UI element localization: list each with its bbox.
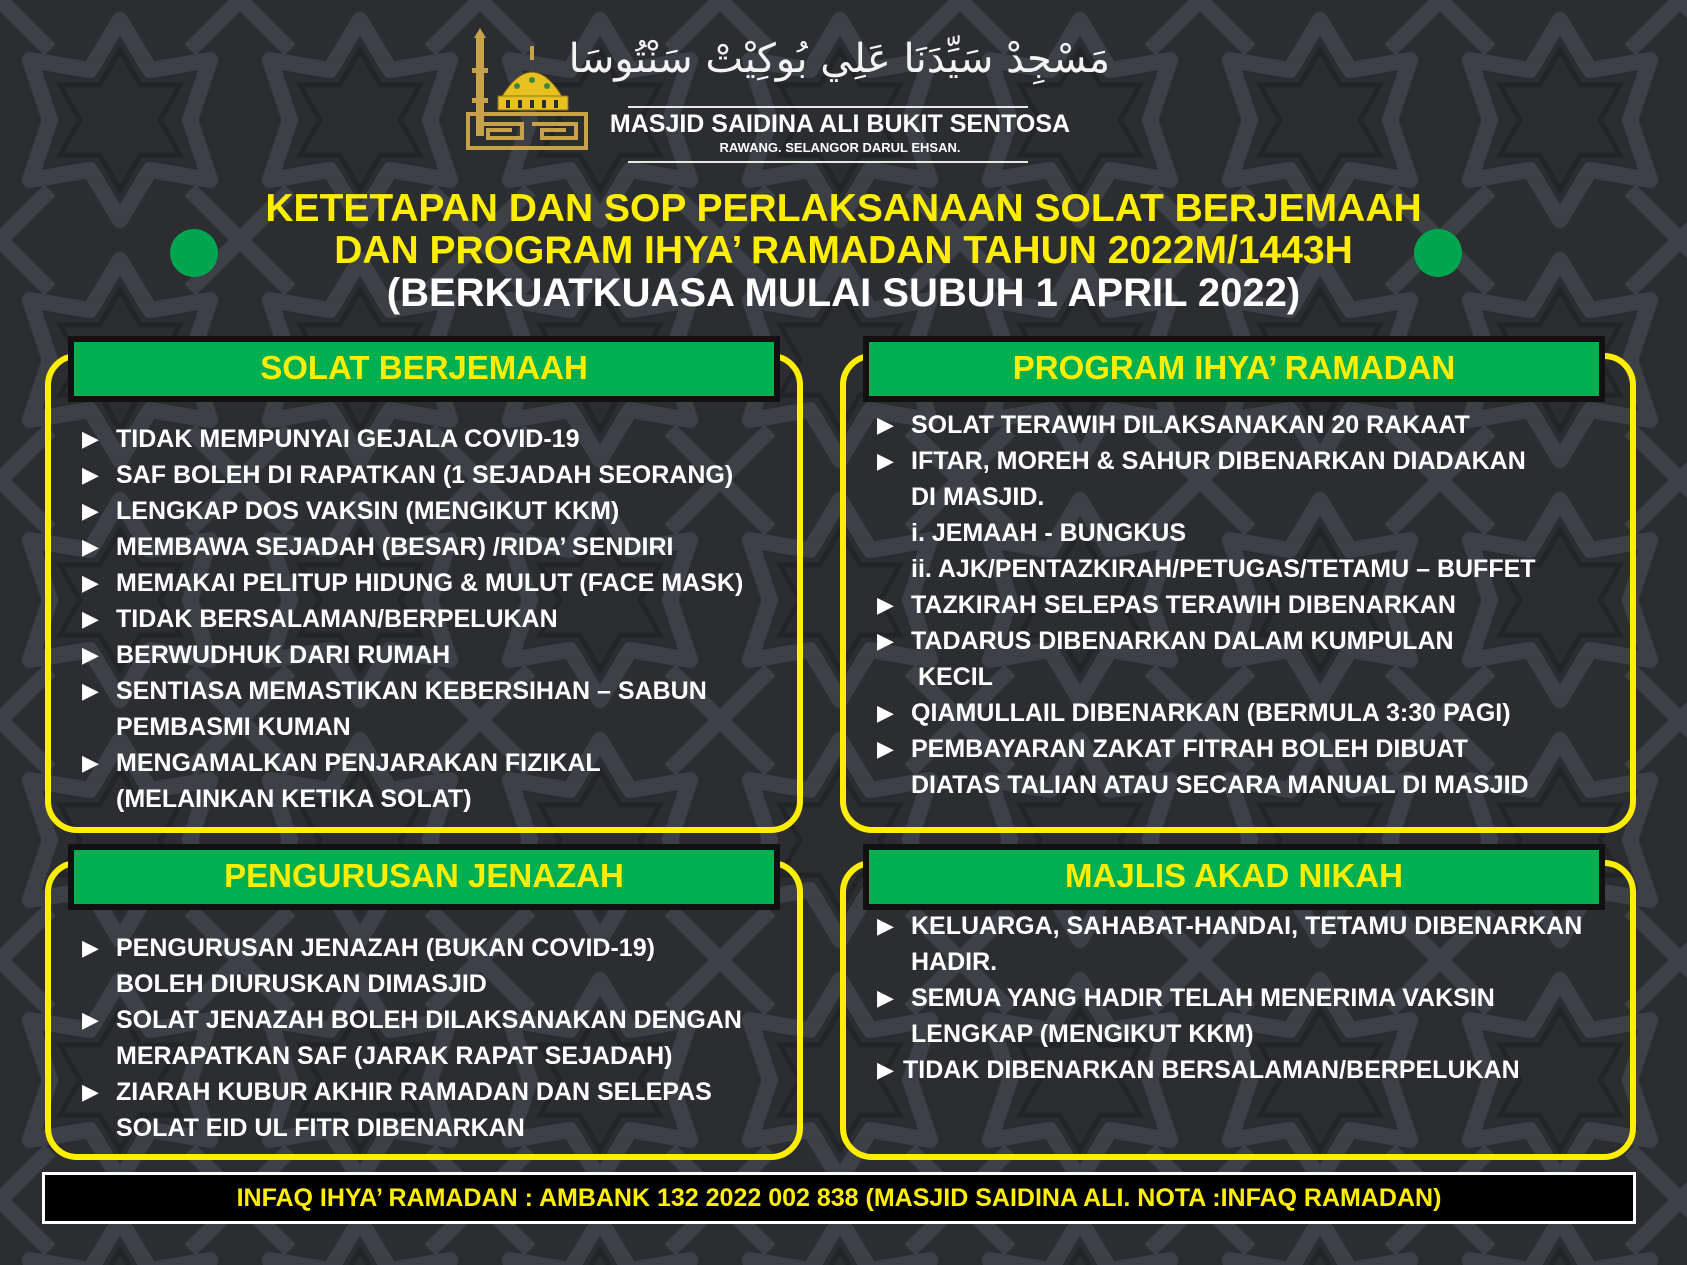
solat-berjemaah-list — [82, 421, 743, 817]
arrow-bullet-icon: ▶ — [82, 935, 99, 960]
list-item: ▶ TIDAK DIBENARKAN BERSALAMAN/BERPELUKAN — [877, 1052, 1582, 1088]
arabic-mosque-name: مَسْجِدْ سَيِّدَنَا عَلِي بُوكِيْتْ سَنْتُوسَا — [568, 36, 1110, 82]
majlis-akad-nikah-header: MAJLIS AKAD NIKAH — [863, 844, 1605, 910]
infaq-bank-banner: INFAQ IHYA’ RAMADAN : AMBANK 132 2022 002 838 (MASJID SAIDINA ALI. NOTA :INFAQ RAMADAN) — [42, 1172, 1636, 1224]
list-item: ▶ ZIARAH KUBUR AKHIR RAMADAN DAN SELEPAS SOLAT EID UL FITR DIBENARKAN — [82, 1074, 742, 1146]
arrow-bullet-icon: ▶ — [82, 642, 99, 667]
list-item: ▶ TAZKIRAH SELEPAS TERAWIH DIBENARKAN — [877, 587, 1536, 623]
list-item: ▶ SOLAT JENAZAH BOLEH DILAKSANAKAN DENGAN MERAPATKAN SAF (JARAK RAPAT SEJADAH) — [82, 1002, 742, 1074]
majlis-akad-nikah-list — [877, 908, 1582, 1088]
arrow-bullet-icon: ▶ — [82, 498, 99, 523]
list-item: ▶ TIDAK BERSALAMAN/BERPELUKAN — [82, 601, 743, 637]
list-item: ▶ SAF BOLEH DI RAPATKAN (1 SEJADAH SEORANG) — [82, 457, 743, 493]
arrow-bullet-icon: ▶ — [877, 412, 894, 437]
list-item: ▶ IFTAR, MOREH & SAHUR DIBENARKAN DIADAKAN DI MASJID. — [877, 443, 1536, 515]
sub-item: ii. AJK/PENTAZKIRAH/PETUGAS/TETAMU – BUFFET — [911, 555, 1536, 583]
arrow-bullet-icon: ▶ — [877, 592, 894, 617]
arrow-bullet-icon: ▶ — [877, 628, 894, 653]
header-bottom-divider — [628, 161, 1028, 163]
main-title-line-2: DAN PROGRAM IHYA’ RAMADAN TAHUN 2022M/1443H — [334, 229, 1353, 272]
pengurusan-jenazah-header: PENGURUSAN JENAZAH — [68, 844, 780, 910]
list-item: ▶ SOLAT TERAWIH DILAKSANAKAN 20 RAKAAT — [877, 407, 1536, 443]
list-item: ▶ SEMUA YANG HADIR TELAH MENERIMA VAKSIN LENGKAP (MENGIKUT KKM) — [877, 980, 1582, 1052]
list-item: ▶ BERWUDHUK DARI RUMAH — [82, 637, 743, 673]
list-item: ▶ MENGAMALKAN PENJARAKAN FIZIKAL (MELAINKAN KETIKA SOLAT) — [82, 745, 743, 817]
arrow-bullet-icon: ▶ — [82, 750, 99, 775]
arrow-bullet-icon: ▶ — [82, 606, 99, 631]
arrow-bullet-icon: ▶ — [877, 1057, 894, 1082]
program-ihya-ramadan-list — [877, 407, 1536, 803]
arrow-bullet-icon: ▶ — [877, 700, 894, 725]
arrow-bullet-icon: ▶ — [877, 448, 894, 473]
sub-item: i. JEMAAH - BUNGKUS — [911, 519, 1187, 547]
arrow-bullet-icon: ▶ — [82, 1079, 99, 1104]
arrow-bullet-icon: ▶ — [82, 534, 99, 559]
list-item: ▶ LENGKAP DOS VAKSIN (MENGIKUT KKM) — [82, 493, 743, 529]
pengurusan-jenazah-list — [82, 930, 742, 1146]
green-dot-right — [1414, 229, 1462, 277]
program-ihya-ramadan-header: PROGRAM IHYA’ RAMADAN — [863, 336, 1605, 402]
arrow-bullet-icon: ▶ — [877, 985, 894, 1010]
mosque-name: MASJID SAIDINA ALI BUKIT SENTOSA — [609, 110, 1071, 138]
list-item: ▶ KELUARGA, SAHABAT-HANDAI, TETAMU DIBENARKAN HADIR. — [877, 908, 1582, 980]
main-title-effective-date: (BERKUATKUASA MULAI SUBUH 1 APRIL 2022) — [386, 271, 1301, 315]
arrow-bullet-icon: ▶ — [82, 678, 99, 703]
list-item: ▶ TADARUS DIBENARKAN DALAM KUMPULAN KECIL — [877, 623, 1536, 695]
arrow-bullet-icon: ▶ — [82, 426, 99, 451]
main-title-line-1: KETETAPAN DAN SOP PERLAKSANAAN SOLAT BERJEMAAH — [265, 187, 1422, 230]
header-top-divider — [628, 106, 1028, 108]
arrow-bullet-icon: ▶ — [82, 570, 99, 595]
list-item: ▶ MEMBAWA SEJADAH (BESAR) /RIDA’ SENDIRI — [82, 529, 743, 565]
arrow-bullet-icon: ▶ — [877, 736, 894, 761]
green-dot-left — [170, 229, 218, 277]
solat-berjemaah-header: SOLAT BERJEMAAH — [68, 336, 780, 402]
arrow-bullet-icon: ▶ — [82, 462, 99, 487]
list-item: ▶ TIDAK MEMPUNYAI GEJALA COVID-19 — [82, 421, 743, 457]
list-item: ▶ MEMAKAI PELITUP HIDUNG & MULUT (FACE MASK) — [82, 565, 743, 601]
list-item: ▶ QIAMULLAIL DIBENARKAN (BERMULA 3:30 PAGI) — [877, 695, 1536, 731]
list-item: ▶ SENTIASA MEMASTIKAN KEBERSIHAN – SABUN PEMBASMI KUMAN — [82, 673, 743, 745]
list-item: ▶ PEMBAYARAN ZAKAT FITRAH BOLEH DIBUAT DIATAS TALIAN ATAU SECARA MANUAL DI MASJID — [877, 731, 1536, 803]
arrow-bullet-icon: ▶ — [82, 1007, 99, 1032]
list-item: ▶ PENGURUSAN JENAZAH (BUKAN COVID-19) BOLEH DIURUSKAN DIMASJID — [82, 930, 742, 1002]
mosque-location: RAWANG. SELANGOR DARUL EHSAN. — [719, 140, 961, 155]
arrow-bullet-icon: ▶ — [877, 913, 894, 938]
